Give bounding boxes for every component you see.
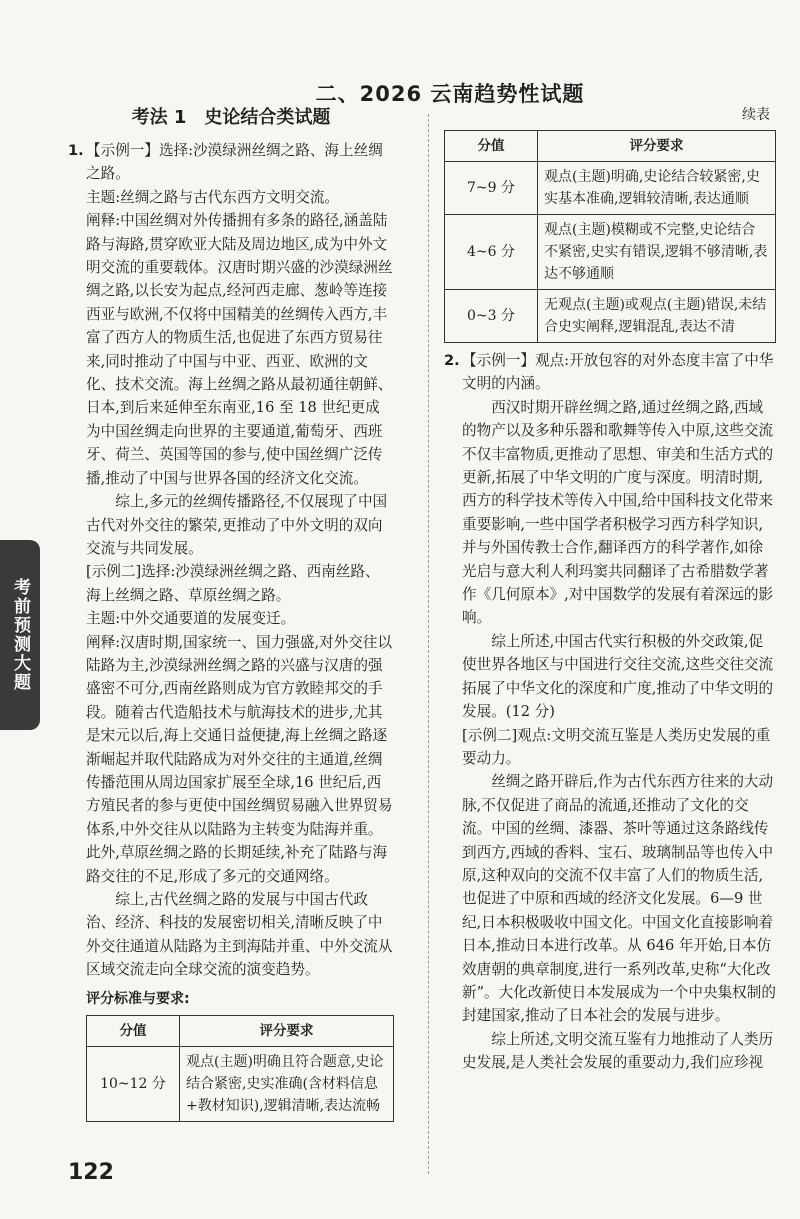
- score-table-continued: [444, 130, 776, 343]
- requirement-cell: 无观点(主题)或观点(主题)错误,未结合史实阐释,逻辑混乱,表达不清: [538, 290, 776, 343]
- q2-example2-summary: 综上所述,文明交流互鉴有力地推动了人类历史发展,是人类社会发展的重要动力,我们应珍视: [462, 1030, 774, 1072]
- score-cell: 10~12 分: [87, 1047, 180, 1122]
- page-heading: 二、2026 云南趋势性试题: [315, 82, 585, 106]
- requirement-cell: 观点(主题)明确,史论结合较紧密,史实基本准确,逻辑较清晰,表达通顺: [538, 162, 776, 215]
- table-row: [445, 162, 776, 215]
- q1-example1-theme: 主题:丝绸之路与古代东西方文明交流。: [86, 188, 340, 206]
- question-1-number: 1.: [68, 142, 84, 159]
- right-column: [444, 104, 776, 1075]
- score-cell: 7~9 分: [445, 162, 538, 215]
- table-row: [87, 1047, 394, 1122]
- q1-example2-choice: [示例二]选择:沙漠绿洲丝绸之路、西南丝路、海上丝绸之路、草原丝绸之路。: [86, 563, 380, 604]
- requirement-cell: 观点(主题)明确且符合题意,史论结合紧密,史实准确(含材料信息+教材知识),逻辑清晰,表达流畅: [180, 1047, 394, 1122]
- left-column: [68, 104, 394, 1122]
- table-header-requirement: 评分要求: [538, 131, 776, 162]
- requirement-cell: 观点(主题)模糊或不完整,史论结合不紧密,史实有错误,逻辑不够清晰,表达不够通顺: [538, 215, 776, 290]
- q1-example2-theme: 主题:中外交通要道的发展变迁。: [86, 610, 296, 628]
- q1-example1-explanation: 阐释:中国丝绸对外传播拥有多条的路径,涵盖陆路与海路,贯穿欧亚大陆及周边地区,成为中外文明交流的重要载体。汉唐时期兴盛的沙漠绿洲丝绸之路,以长安为起点,经河西走廊、葱岭等连接西亚与欧洲,不仅将中国精美的丝绸传入西方,丰富了西方人的物质生活,也促进了东西方贸易往来,同时推动了中国与中亚、西亚、欧洲的文化、技术交流。海上丝绸之路从最初通往朝鲜、日本,到后来延伸至东南亚,16 至 18 世纪更成为中国丝绸走向世界的主要通道,葡萄牙、西班牙、荷兰、英国等国的参与,使中国丝绸广泛传播,推动了中国与世界各国的经济文化交流。: [86, 212, 393, 487]
- table-header-score: 分值: [445, 131, 538, 162]
- table-row: [445, 290, 776, 343]
- q1-example2-explanation: 阐释:汉唐时期,国家统一、国力强盛,对外交往以陆路为主,沙漠绿洲丝绸之路的兴盛与汉唐的强盛密不可分,西南丝路则成为官方敦睦邦交的手段。随着古代造船技术与航海技术的进步,尤其是宋元以后,海上交通日益便捷,海上丝绸之路逐渐崛起并取代陆路成为对外交往的主通道,丝绸传播范围从周边国家扩展至全球,16 世纪后,西方殖民者的参与更使中国丝绸贸易融入世界贸易体系,中外交往从以陆路为主转变为陆海并重。此外,草原丝绸之路的长期延续,补充了陆路与海路交往的不足,形成了多元的交通网络。: [86, 633, 393, 885]
- q2-example1-viewpoint: 【示例一】观点:开放包容的对外态度丰富了中华文明的内涵。: [462, 352, 774, 393]
- q2-example2-body: 丝绸之路开辟后,作为古代东西方往来的大动脉,不仅促进了商品的流通,还推动了文化的交流。中国的丝绸、漆器、茶叶等通过这条路线传到西方,西域的香料、宝石、玻璃制品等也传入中原,这种双向的交流不仅丰富了人们的物质生活,也促进了中原和西域的经济文化发展。6—9 世纪,日本积极吸收中国文化。中国文化直接影响着日本,推动日本进行改革。从 646 年开始,日本仿效唐朝的典章制度,进行一系列改革,史称“大化改新”。大化改新使日本发展成为一个中央集权制的封建国家,推动了日本社会的发展与进步。: [462, 773, 776, 1025]
- q1-example1-choice: 【示例一】选择:沙漠绿洲丝绸之路、海上丝绸之路。: [86, 142, 383, 183]
- column-divider: [428, 114, 429, 1174]
- q2-example1-body: 西汉时期开辟丝绸之路,通过丝绸之路,西域的物产以及多种乐器和歌舞等传入中原,这些交流不仅丰富物质,更推动了思想、审美和生活方式的更新,拓展了中华文明的广度与深度。明清时期,西方的科学技术等传入中国,给中国科技文化带来重要影响,一些中国学者积极学习西方科学知识,并与外国传教士合作,翻译西方的科学著作,如徐光启与意大利人利玛窦共同翻译了古希腊数学著作《几何原本》,对中国数学的发展有着深远的影响。: [462, 398, 774, 627]
- criteria-label: 评分标准与要求:: [86, 990, 190, 1007]
- q2-example1-summary: 综上所述,中国古代实行积极的外交政策,促使世界各地区与中国进行交往交流,这些交往交流拓展了中华文化的深度和广度,推动了中华文明的发展。(12 分): [462, 632, 774, 721]
- page-number: 122: [68, 1160, 114, 1185]
- table-header-score: 分值: [87, 1016, 180, 1047]
- side-tab: 考前预测大题: [0, 540, 40, 730]
- continued-label: 续表: [742, 107, 770, 123]
- score-cell: 0~3 分: [445, 290, 538, 343]
- question-2: [444, 349, 776, 1075]
- q1-example1-summary: 综上,多元的丝绸传播路径,不仅展现了中国古代对外交往的繁荣,更推动了中外文明的双向交流与共同发展。: [86, 493, 388, 557]
- question-1: [68, 139, 394, 1122]
- question-2-number: 2.: [444, 352, 460, 369]
- score-cell: 4~6 分: [445, 215, 538, 290]
- q1-example2-summary: 综上,古代丝绸之路的发展与中国古代政治、经济、科技的发展密切相关,清晰反映了中外交往通道从陆路为主到海陆并重、中外交流从区域交流走向全球交流的演变趋势。: [86, 891, 393, 979]
- table-header-requirement: 评分要求: [180, 1016, 394, 1047]
- table-row: [445, 215, 776, 290]
- score-table: [86, 1015, 394, 1122]
- q2-example2-viewpoint: [示例二]观点:文明交流互鉴是人类历史发展的重要动力。: [462, 726, 771, 767]
- section-title: 考法 1 史论结合类试题: [131, 107, 331, 128]
